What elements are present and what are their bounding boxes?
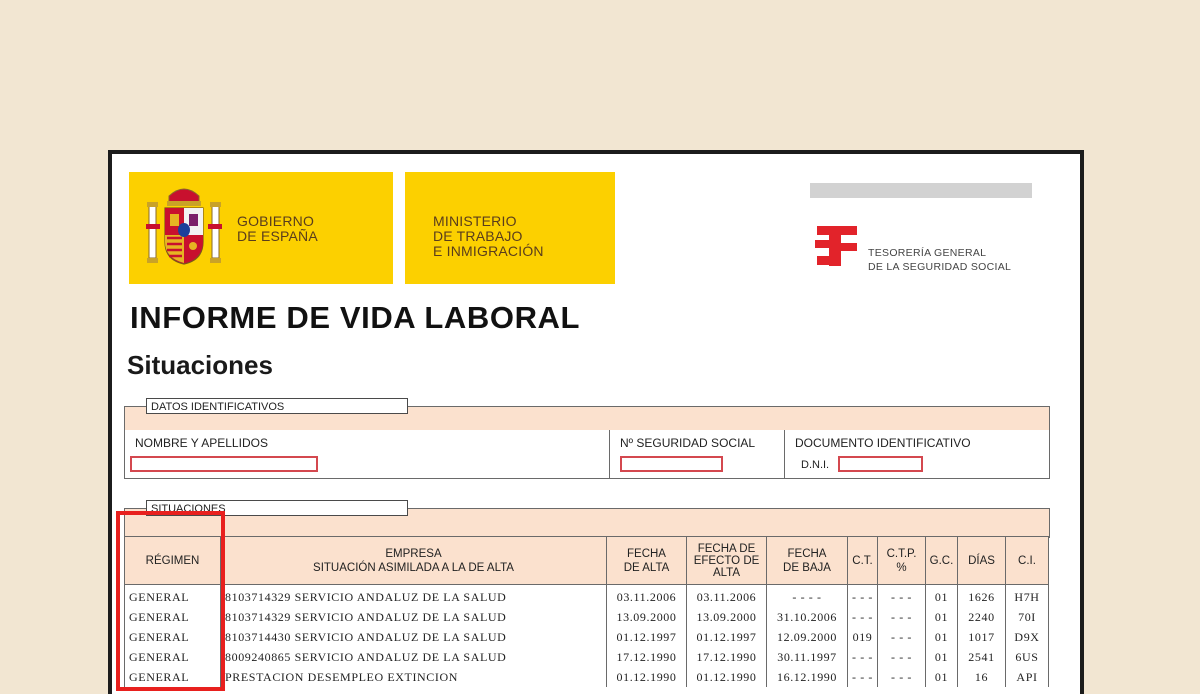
cell-regimen: GENERAL (125, 627, 221, 647)
cell-fecha-efecto: 03.11.2006 (687, 585, 767, 608)
cell-gc: 01 (926, 607, 958, 627)
table-row (125, 667, 1049, 687)
cell-gc: 01 (926, 585, 958, 608)
tgss-logo-icon (815, 226, 859, 272)
header-fecha-efecto: FECHA DE EFECTO DE ALTA (687, 537, 767, 585)
cell-ctp: - - - (878, 607, 926, 627)
header-empresa-line2: SITUACIÓN ASIMILADA A LA DE ALTA (313, 561, 514, 574)
datos-identificativos-box (124, 430, 1050, 479)
documento-cell (785, 430, 1048, 478)
cell-dias: 2240 (958, 607, 1006, 627)
table-row (125, 627, 1049, 647)
header-ctp: C.T.P. % (878, 537, 926, 585)
cell-fecha-baja: 16.12.1990 (767, 667, 848, 687)
datos-section-label: DATOS IDENTIFICATIVOS (146, 398, 408, 414)
cell-regimen: GENERAL (125, 667, 221, 687)
cell-gc: 01 (926, 627, 958, 647)
dni-label: D.N.I. (801, 459, 830, 471)
nombre-redacted-field (130, 456, 318, 472)
cell-fecha-alta: 01.12.1990 (607, 667, 687, 687)
cell-fecha-efecto: 13.09.2000 (687, 607, 767, 627)
cell-ci: 6US (1006, 647, 1049, 667)
cell-gc: 01 (926, 647, 958, 667)
cell-regimen: GENERAL (125, 607, 221, 627)
cell-fecha-alta: 01.12.1997 (607, 627, 687, 647)
ministerio-text: MINISTERIO DE TRABAJO E INMIGRACIÓN (433, 213, 544, 259)
cell-fecha-efecto: 17.12.1990 (687, 647, 767, 667)
cell-dias: 1626 (958, 585, 1006, 608)
header-fecha-alta: FECHA DE ALTA (607, 537, 687, 585)
cell-fecha-alta: 13.09.2000 (607, 607, 687, 627)
table-header-row (125, 537, 1049, 585)
cell-fecha-baja: 12.09.2000 (767, 627, 848, 647)
tesoreria-general-text: TESORERÍA GENERAL DE LA SEGURIDAD SOCIAL (868, 247, 1012, 273)
cell-ct: - - - (848, 647, 878, 667)
cell-ct: 019 (848, 627, 878, 647)
dni-redacted-field (838, 456, 923, 472)
cell-ct: - - - (848, 585, 878, 608)
cell-empresa: 8009240865 SERVICIO ANDALUZ DE LA SALUD (221, 647, 607, 667)
header-regimen: RÉGIMEN (125, 537, 221, 585)
gobierno-banner (129, 172, 393, 284)
situaciones-table (124, 536, 1049, 687)
cell-ct: - - - (848, 667, 878, 687)
cell-fecha-baja: 30.11.1997 (767, 647, 848, 667)
nombre-cell (125, 430, 610, 478)
cell-empresa: 8103714329 SERVICIO ANDALUZ DE LA SALUD (221, 585, 607, 608)
cell-ctp: - - - (878, 667, 926, 687)
cell-fecha-efecto: 01.12.1997 (687, 627, 767, 647)
cell-empresa: 8103714329 SERVICIO ANDALUZ DE LA SALUD (221, 607, 607, 627)
cell-fecha-alta: 17.12.1990 (607, 647, 687, 667)
cell-ctp: - - - (878, 585, 926, 608)
cell-ci: API (1006, 667, 1049, 687)
cell-ci: 70I (1006, 607, 1049, 627)
cell-empresa: PRESTACION DESEMPLEO EXTINCION (221, 667, 607, 687)
cell-dias: 16 (958, 667, 1006, 687)
cell-ctp: - - - (878, 647, 926, 667)
cell-empresa: 8103714430 SERVICIO ANDALUZ DE LA SALUD (221, 627, 607, 647)
header-ct: C.T. (848, 537, 878, 585)
cell-ci: H7H (1006, 585, 1049, 608)
table-row (125, 607, 1049, 627)
header-gc: G.C. (926, 537, 958, 585)
coat-of-arms-icon (145, 184, 223, 270)
ministerio-banner (405, 172, 615, 284)
header-dias: DÍAS (958, 537, 1006, 585)
cell-fecha-baja: - - - - (767, 585, 848, 608)
header-empresa-line1: EMPRESA (385, 547, 442, 560)
cell-regimen: GENERAL (125, 647, 221, 667)
header-empresa (221, 537, 607, 585)
header-ci: C.I. (1006, 537, 1049, 585)
cell-dias: 2541 (958, 647, 1006, 667)
gobierno-de-espana-text: GOBIERNO DE ESPAÑA (237, 213, 318, 244)
header-fecha-baja: FECHA DE BAJA (767, 537, 848, 585)
cell-gc: 01 (926, 667, 958, 687)
nss-cell (609, 430, 785, 478)
cell-fecha-alta: 03.11.2006 (607, 585, 687, 608)
cell-fecha-baja: 31.10.2006 (767, 607, 848, 627)
cell-ctp: - - - (878, 627, 926, 647)
nombre-label: NOMBRE Y APELLIDOS (135, 436, 268, 450)
table-row (125, 585, 1049, 608)
document-title: INFORME DE VIDA LABORAL (130, 300, 581, 335)
document-page (108, 150, 1084, 694)
cell-ct: - - - (848, 607, 878, 627)
cell-ci: D9X (1006, 627, 1049, 647)
document-subtitle: Situaciones (127, 350, 273, 380)
cell-regimen: GENERAL (125, 585, 221, 608)
situaciones-section-label: SITUACIONES (146, 500, 408, 516)
cell-dias: 1017 (958, 627, 1006, 647)
nss-label: Nº SEGURIDAD SOCIAL (620, 436, 756, 450)
redacted-header-bar (810, 183, 1032, 198)
nss-redacted-field (620, 456, 723, 472)
table-row (125, 647, 1049, 667)
regimen-column-highlight (116, 511, 225, 691)
documento-label: DOCUMENTO IDENTIFICATIVO (795, 436, 971, 450)
cell-fecha-efecto: 01.12.1990 (687, 667, 767, 687)
